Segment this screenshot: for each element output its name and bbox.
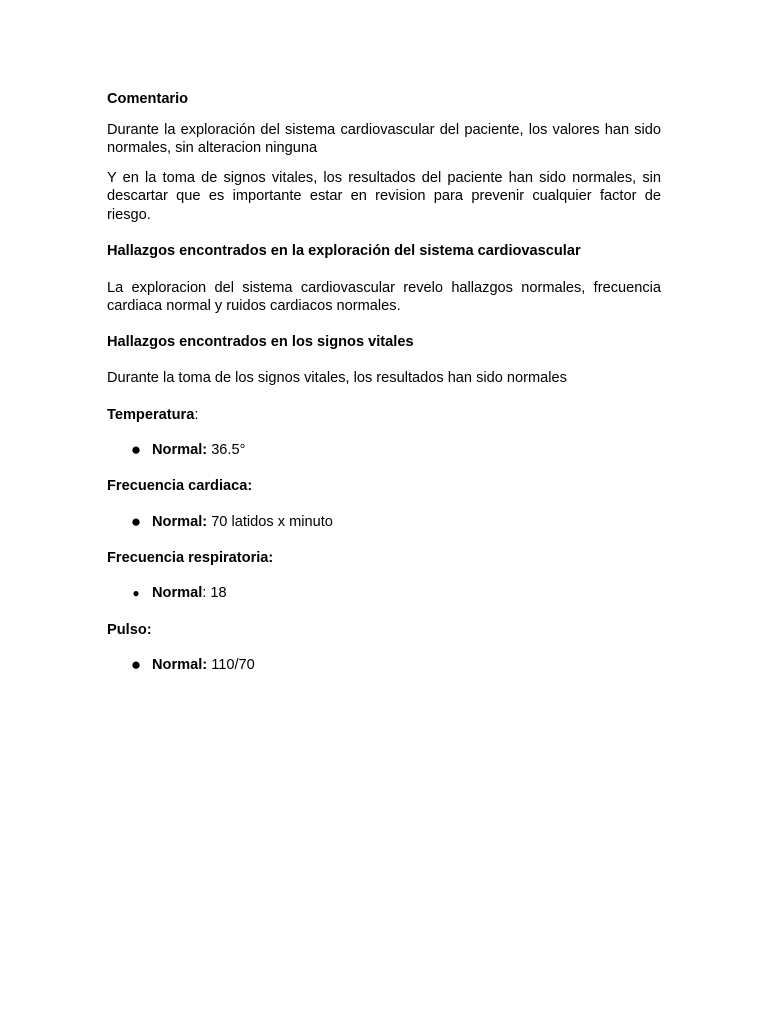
temperatura-label: Temperatura: — [107, 406, 199, 423]
pulso-value: 110/70 — [207, 657, 255, 673]
hallazgos-cardio-paragraph: La exploracion del sistema cardiovascular revelo hallazgos normales, frecuencia cardiaca normal y ruidos cardiacos normales. — [107, 279, 661, 314]
comentario-paragraph-2: Y en la toma de signos vitales, los resultados del paciente han sido normales, sin descartar que es importante estar en revision para prevenir cualquier factor de riesgo. — [107, 169, 661, 223]
frecuencia-respiratoria-label: Frecuencia respiratoria: — [107, 549, 274, 566]
document-body — [107, 90, 661, 675]
bullet-icon: ● — [132, 586, 140, 600]
bullet-icon: ● — [130, 655, 142, 674]
normal-label: Normal — [152, 585, 203, 601]
frecuencia-cardiaca-value: 70 latidos x minuto — [207, 514, 333, 530]
pulso-label: Pulso: — [107, 621, 152, 638]
comentario-paragraph-1: Durante la exploración del sistema cardiovascular del paciente, los valores han sido normales, sin alteracion ninguna — [107, 121, 661, 156]
list-item — [107, 513, 661, 532]
frecuencia-respiratoria-value: 18 — [206, 585, 227, 601]
hallazgos-cardio-heading: Hallazgos encontrados en la exploración del sistema cardiovascular — [107, 243, 581, 259]
bullet-icon: ● — [130, 512, 142, 531]
normal-label: Normal: — [152, 657, 208, 673]
normal-label: Normal: — [152, 442, 208, 458]
list-item — [107, 656, 661, 675]
temperatura-value: 36.5° — [207, 442, 246, 458]
frecuencia-cardiaca-label: Frecuencia cardiaca: — [107, 477, 253, 494]
list-item — [107, 441, 661, 460]
hallazgos-signos-heading: Hallazgos encontrados en los signos vitales — [107, 333, 414, 350]
hallazgos-signos-paragraph: Durante la toma de los signos vitales, los resultados han sido normales — [107, 370, 567, 386]
bullet-icon: ● — [130, 440, 142, 459]
comentario-heading: Comentario — [107, 91, 189, 107]
normal-label: Normal: — [152, 514, 208, 530]
list-item: ● Normal: 18 — [107, 584, 661, 603]
